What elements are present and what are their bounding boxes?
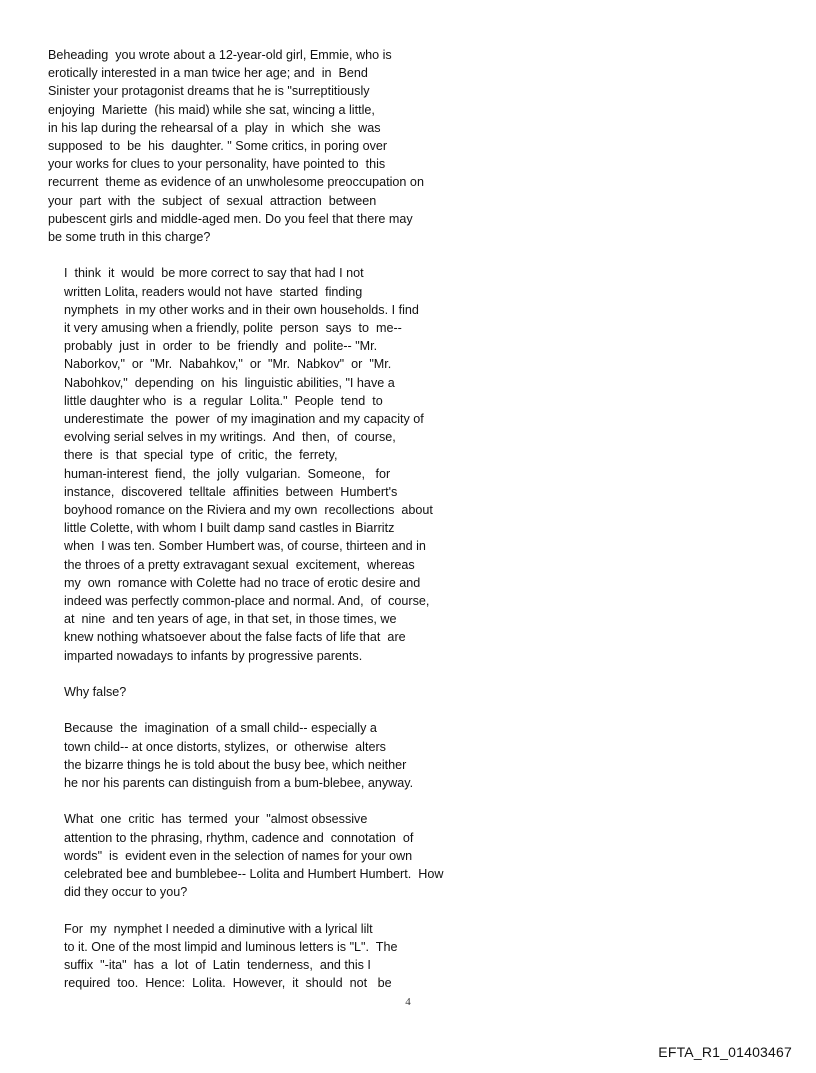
text-line: pubescent girls and middle-aged men. Do you feel that there may [48,211,413,226]
text-line: at nine and ten years of age, in that set, in those times, we [64,612,397,627]
text-line: boyhood romance on the Riviera and my own recollections about [64,503,433,518]
text-line: human-interest fiend, the jolly vulgarian. Someone, for [64,466,391,481]
text-line: probably just in order to be friendly and polite-- "Mr. [64,339,378,354]
text-line: when I was ten. Somber Humbert was, of course, thirteen and in [64,539,426,554]
text-line: erotically interested in a man twice her age; and in Bend [48,66,368,81]
text-line: town child-- at once distorts, stylizes, or otherwise alters [64,739,386,754]
text-line: in his lap during the rehearsal of a play in which she was [48,120,381,135]
text-line: the throes of a pretty extravagant sexual excitement, whereas [64,557,415,572]
text-line: little Colette, with whom I built damp sand castles in Biarritz [64,521,395,536]
text-line: Because the imagination of a small child-- especially a [64,721,377,736]
paragraph [48,810,488,901]
text-line: Sinister your protagonist dreams that he is "surreptitiously [48,84,370,99]
text-line: little daughter who is a regular Lolita." People tend to [64,393,383,408]
text-line: your part with the subject of sexual attraction between [48,193,377,208]
text-line: it very amusing when a friendly, polite person says to me-- [64,321,402,336]
paragraph [48,719,488,792]
text-line: there is that special type of critic, the ferrety, [64,448,338,463]
text-line: I think it would be more correct to say that had I not [64,266,364,281]
text-line: your works for clues to your personality, have pointed to this [48,157,386,172]
text-line: be some truth in this charge? [48,230,211,245]
paragraph [48,920,488,993]
text-line: required too. Hence: Lolita. However, it should not be [64,976,392,991]
text-line: written Lolita, readers would not have started finding [64,284,363,299]
text-line: supposed to be his daughter. " Some critics, in poring over [48,139,388,154]
text-line: knew nothing whatsoever about the false facts of life that are [64,630,406,645]
text-line: Naborkov," or "Mr. Nabahkov," or "Mr. Nabkov" or "Mr. [64,357,392,372]
text-line: imparted nowadays to infants by progressive parents. [64,648,363,663]
text-line: Why false? [64,685,127,700]
text-line: instance, discovered telltale affinities between Humbert's [64,484,398,499]
text-line: indeed was perfectly common-place and normal. And, of course, [64,594,430,609]
text-line: Beheading you wrote about a 12-year-old girl, Emmie, who is [48,48,392,62]
text-line: did they occur to you? [64,885,188,900]
paragraph [48,264,488,664]
page-number: 4 [405,996,411,1008]
text-line: celebrated bee and bumblebee-- Lolita and Humbert Humbert. How [64,867,444,882]
text-line: enjoying Mariette (his maid) while she sat, wincing a little, [48,102,375,117]
text-line: to it. One of the most limpid and luminous letters is "L". The [64,939,398,954]
text-line: evolving serial selves in my writings. And then, of course, [64,430,396,445]
text-line: my own romance with Colette had no trace of erotic desire and [64,575,421,590]
text-line: underestimate the power of my imagination and my capacity of [64,412,424,427]
paragraph [48,46,488,246]
text-line: suffix "-ita" has a lot of Latin tenderness, and this I [64,958,371,973]
text-line: nymphets in my other works and in their own households. I find [64,302,419,317]
text-line: What one critic has termed your "almost obsessive [64,812,368,827]
text-line: recurrent theme as evidence of an unwholesome preoccupation on [48,175,424,190]
document-body [48,46,488,1011]
paragraph [48,683,488,701]
text-line: Nabohkov," depending on his linguistic abilities, "I have a [64,375,395,390]
text-line: attention to the phrasing, rhythm, cadence and connotation of [64,830,414,845]
bates-number: EFTA_R1_01403467 [658,1044,792,1060]
text-line: words" is evident even in the selection of names for your own [64,848,413,863]
text-line: the bizarre things he is told about the busy bee, which neither [64,757,407,772]
text-line: For my nymphet I needed a diminutive with a lyrical lilt [64,921,373,936]
text-line: he nor his parents can distinguish from a bum-blebee, anyway. [64,776,414,791]
